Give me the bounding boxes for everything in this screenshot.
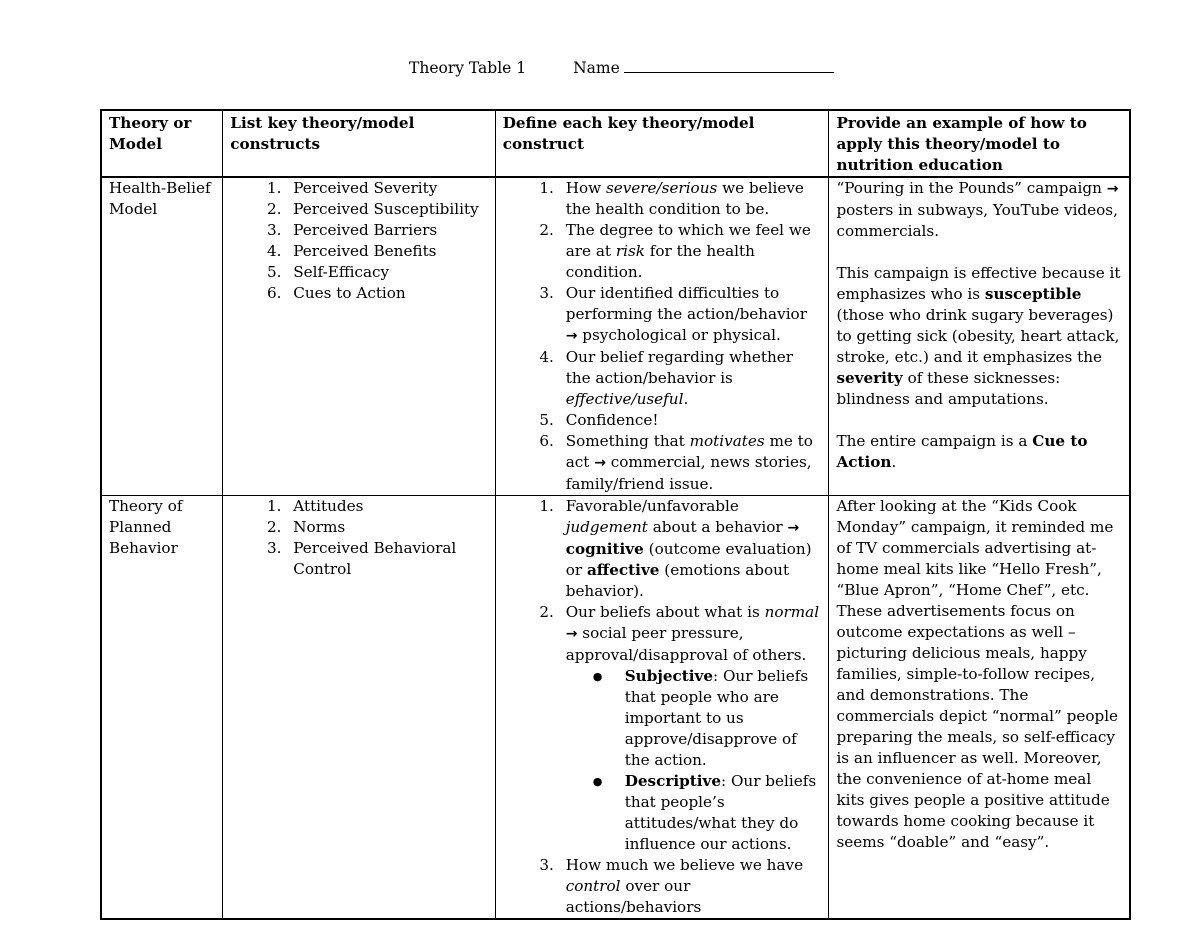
list-item: 3. Our identified difficulties to performing the action/behavior → psychological or physical.	[559, 283, 823, 347]
list-item: 3. Perceived Barriers	[286, 220, 488, 241]
right-arrow-icon: →	[565, 328, 578, 344]
list-item: 1. How severe/serious we believe the health condition to be.	[559, 178, 823, 220]
column-header-constructs: List key theory/model constructs	[223, 110, 495, 177]
document-header	[409, 57, 834, 77]
list-item: 3. Perceived Behavioral Control	[286, 538, 488, 580]
list-item: 2. The degree to which we feel we are at risk for the health condition.	[559, 220, 823, 283]
definitions-list	[503, 178, 823, 495]
right-arrow-icon: →	[787, 520, 800, 536]
list-item: 6. Something that motivates me to act → commercial, news stories, family/friend issue.	[559, 431, 823, 495]
list-item: 2. Perceived Susceptibility	[286, 199, 488, 220]
definitions-cell	[495, 177, 829, 496]
theory-name-cell: Health-Belief Model	[101, 177, 223, 496]
list-item: 1. Perceived Severity	[286, 178, 488, 199]
column-header-example: Provide an example of how to apply this theory/model to nutrition education	[829, 110, 1130, 177]
list-item: 1. Attitudes	[286, 496, 488, 517]
list-item: ● Subjective: Our beliefs that people who are important to us approve/disapprove of the action.	[618, 666, 823, 771]
example-cell	[829, 177, 1130, 496]
right-arrow-icon: →	[594, 455, 606, 471]
sub-bullet-list	[566, 666, 823, 855]
constructs-cell	[223, 177, 495, 496]
column-header-definitions: Define each key theory/model construct	[495, 110, 829, 177]
list-item: 3. How much we believe we have control over our actions/behaviors	[559, 855, 823, 918]
column-header-theory: Theory or Model	[101, 110, 223, 177]
right-arrow-icon: →	[1106, 181, 1119, 197]
name-field	[573, 57, 834, 77]
document-title: Theory Table 1	[409, 59, 527, 77]
example-paragraph: The entire campaign is a Cue to Action.	[836, 432, 1088, 471]
theory-table	[100, 109, 1131, 920]
example-paragraph: This campaign is effective because it emphasizes who is susceptible (those who drink sugary beverages) to getting sick (obesity, heart attack, stroke, etc.) and it emphasizes the severity of these sicknesses: blindness and amputations.	[836, 264, 1121, 408]
list-item: ● Descriptive: Our beliefs that people’s attitudes/what they do influence our actions.	[618, 771, 823, 855]
list-item: 2. Our beliefs about what is normal → social peer pressure, approval/disapproval of others. ● Subjective: Our beliefs that people who are important to us approve/disapprove of the action. ● Descriptive: Our beliefs that people’s attitudes/what they do influence our actions.	[559, 602, 823, 855]
list-item: 5. Confidence!	[559, 410, 823, 431]
constructs-cell	[223, 496, 495, 920]
constructs-list	[230, 178, 488, 304]
constructs-list	[230, 496, 488, 580]
list-item: 2. Norms	[286, 517, 488, 538]
example-cell: After looking at the “Kids Cook Monday” campaign, it reminded me of TV commercials advertising at-home meal kits like “Hello Fresh”, “Blue Apron”, “Home Chef”, etc. These advertisements focus on outcome expectations as well – picturing delicious meals, happy families, simple-to-follow recipes, and demonstrations. The commercials depict “normal” people preparing the meals, so self-efficacy is an influencer as well. Moreover, the convenience of at-home meal kits gives people a positive attitude towards home cooking because it seems “doable” and “easy”.	[829, 496, 1130, 920]
name-label: Name	[573, 59, 620, 77]
definitions-cell	[495, 496, 829, 920]
right-arrow-icon: →	[565, 626, 578, 642]
example-paragraph: “Pouring in the Pounds” campaign → posters in subways, YouTube videos, commercials.	[836, 179, 1119, 240]
list-item: 5. Self-Efficacy	[286, 262, 488, 283]
list-item: 4. Perceived Benefits	[286, 241, 488, 262]
list-item: 1. Favorable/unfavorable judgement about a behavior → cognitive (outcome evaluation) or affective (emotions about behavior).	[559, 496, 823, 602]
definitions-list	[503, 496, 823, 918]
table-header-row	[101, 110, 1130, 177]
list-item: 6. Cues to Action	[286, 283, 488, 304]
table-row	[101, 177, 1130, 496]
name-blank-line	[624, 57, 834, 73]
list-item: 4. Our belief regarding whether the action/behavior is effective/useful.	[559, 347, 823, 410]
table-row	[101, 496, 1130, 920]
theory-name-cell: Theory of Planned Behavior	[101, 496, 223, 920]
